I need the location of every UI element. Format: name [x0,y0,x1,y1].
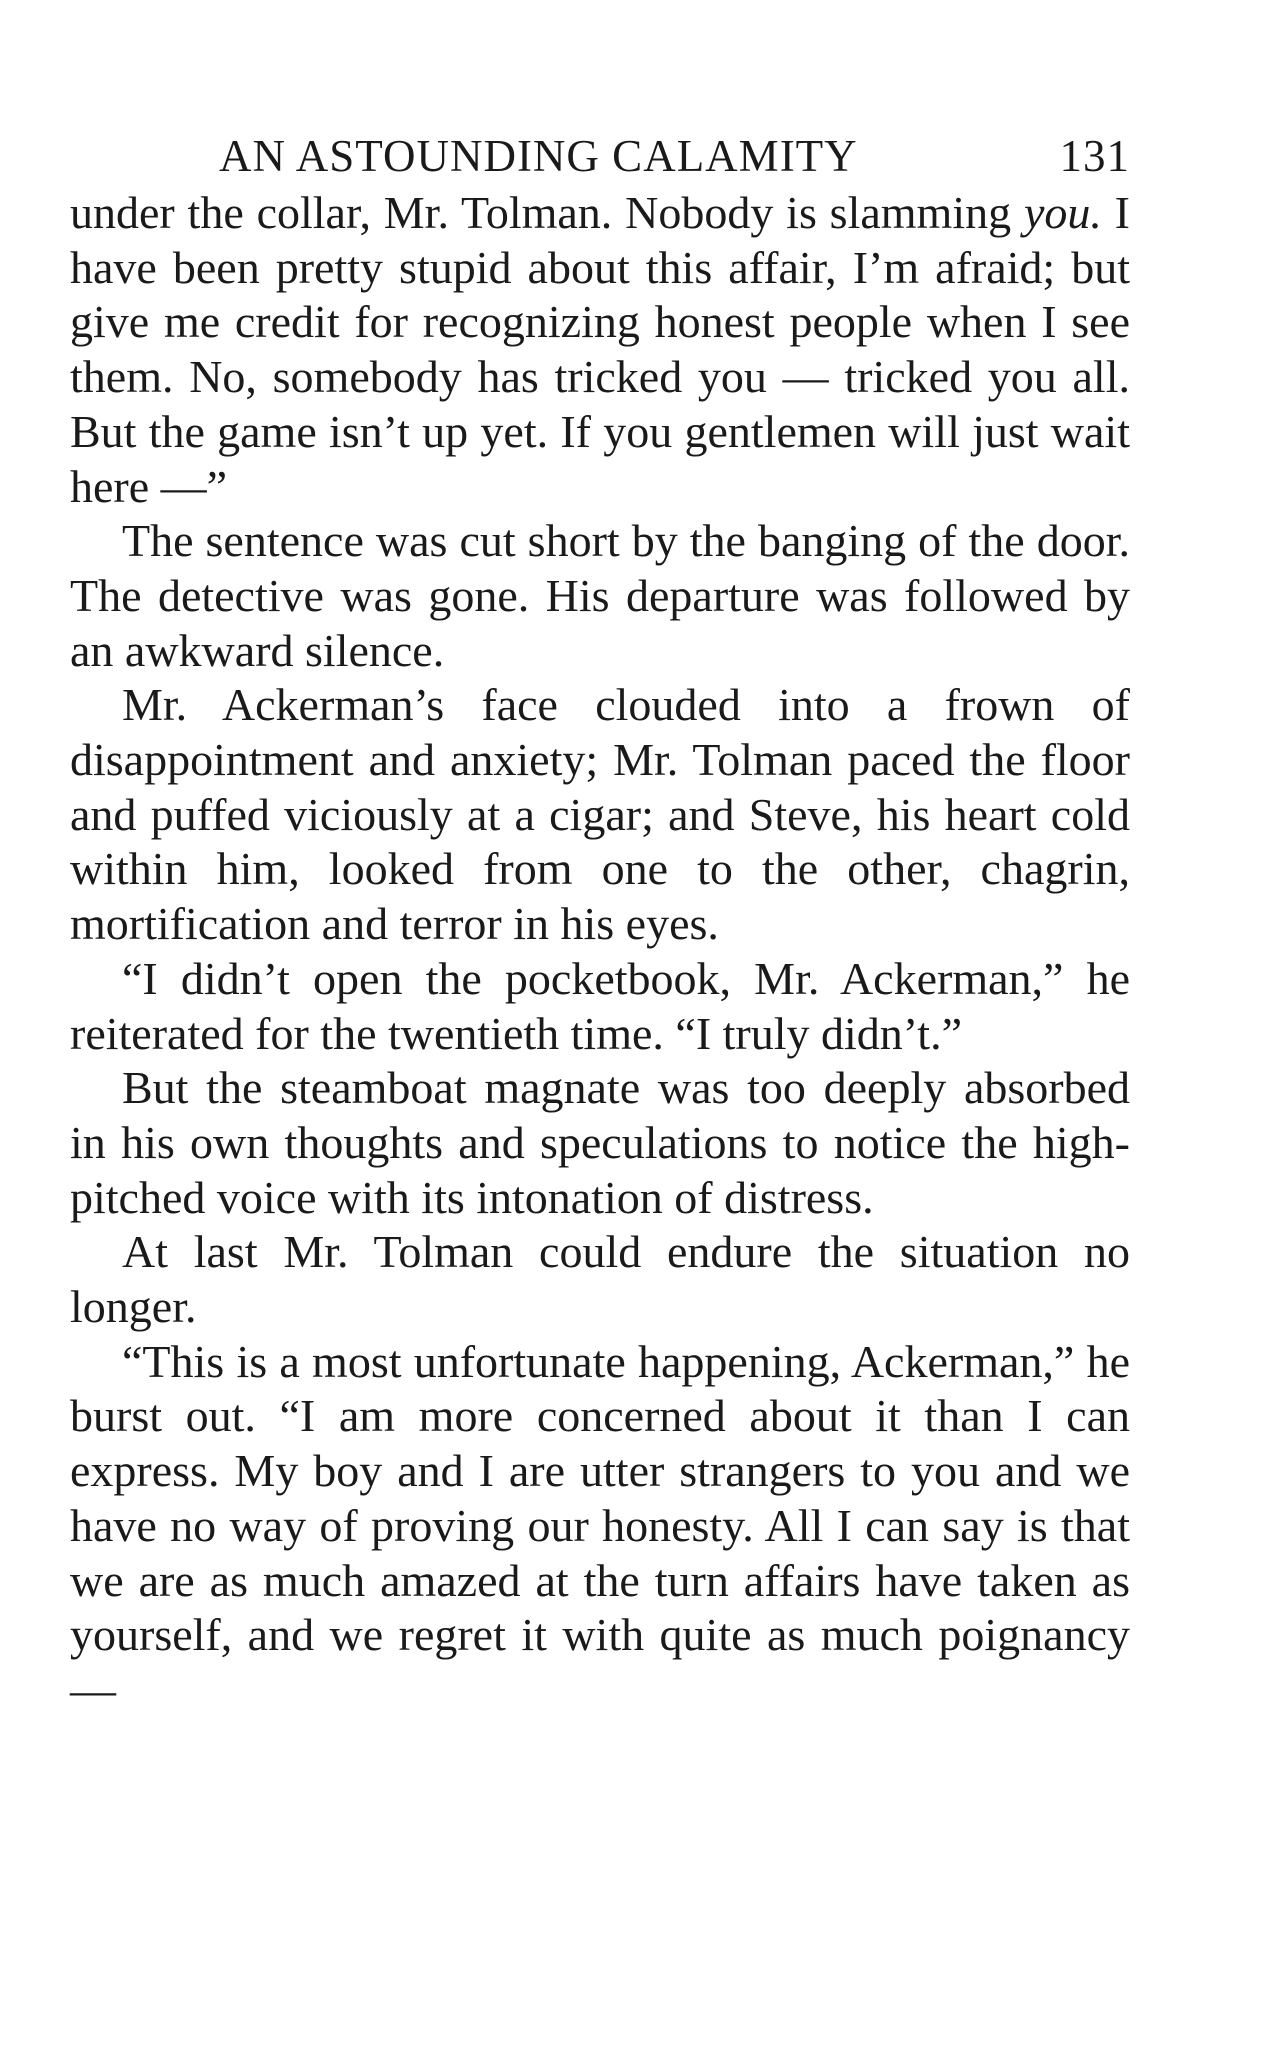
paragraph: “This is a most unfortunate happening, Ackerman,” he burst out. “I am more concerned about it than I can express. My boy and I are utter strangers to you and we have no way of proving our honesty. All I can say is that we are as much amazed at the turn affairs have taken as yourself, and we regret it with quite as much poignancy — [70,1335,1130,1715]
running-head [70,126,1130,186]
paragraph: At last Mr. Tolman could endure the situation no longer. [70,1226,1130,1333]
paragraph: But the steamboat magnate was too deeply absorbed in his own thoughts and speculations to notice the high-pitched voice with its intonation of distress. [70,1062,1130,1223]
page-number: 131 [1059,131,1130,181]
emphasized-word: you. [1023,187,1102,238]
paragraph-text: I have been pretty stupid about this affair, I’m afraid; but give me credit for recognizing honest people when I see them. No, somebody has tricked you — tricked you all. But the game isn’t up yet. If you gentlemen will just wait here —” [70,187,1130,512]
paragraph: The sentence was cut short by the banging of the door. The detective was gone. His departure was followed by an awkward silence. [70,515,1130,676]
body-text [70,186,1130,1718]
paragraph-text: under the collar, Mr. Tolman. Nobody is slamming [70,187,1024,238]
paragraph: Mr. Ackerman’s face clouded into a frown of disappointment and anxiety; Mr. Tolman paced the floor and puffed viciously at a cigar; and Steve, his heart cold within him, looked from one to the other, chagrin, mortification and terror in his eyes. [70,679,1130,950]
book-page [70,126,1130,1718]
paragraph: “I didn’t open the pocketbook, Mr. Ackerman,” he reiterated for the twentieth time. “I truly didn’t.” [70,952,1130,1059]
paragraph-continued [70,186,1130,514]
running-title: AN ASTOUNDING CALAMITY [219,131,858,181]
